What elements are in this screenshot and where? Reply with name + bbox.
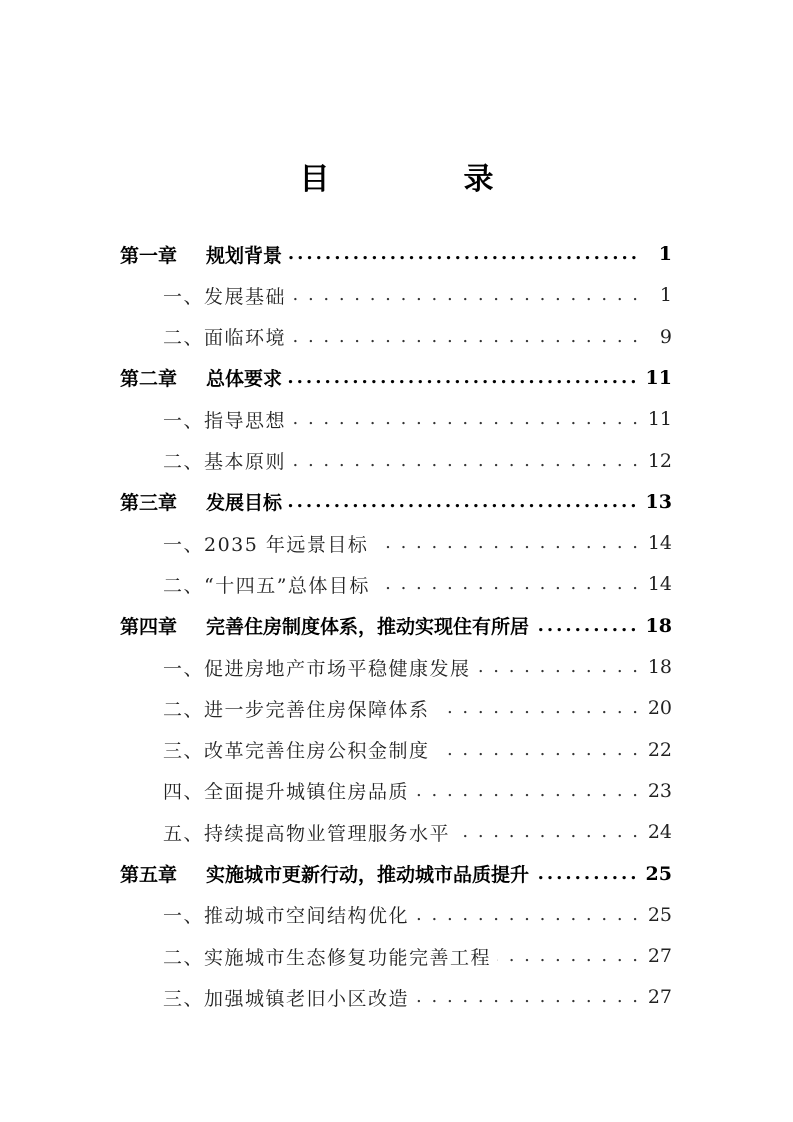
toc-entry-title: 一、2035 年远景目标 xyxy=(163,533,369,556)
dot-leader xyxy=(288,491,640,513)
toc-section-entry[interactable] xyxy=(163,647,672,687)
toc-entry-title: 四、全面提升城镇住房品质 xyxy=(163,781,410,804)
page-number: 18 xyxy=(645,614,672,637)
toc-entry-title: 一、推动城市空间结构优化 xyxy=(163,905,410,928)
toc-entry-title xyxy=(120,612,529,639)
toc-entry-title xyxy=(120,241,282,268)
toc-entry-title: 二、基本原则 xyxy=(163,451,287,473)
page-number: 20 xyxy=(647,697,672,720)
toc-section-entry[interactable] xyxy=(163,730,672,770)
toc-section-entry[interactable] xyxy=(163,523,672,563)
toc-entry-title: 三、改革完善住房公积金制度 xyxy=(163,740,430,763)
page-number: 25 xyxy=(645,862,672,885)
dot-leader xyxy=(292,408,640,430)
toc-entry-title xyxy=(120,860,529,887)
toc-entry-title: 一、发展基础 xyxy=(163,285,287,308)
toc-chapter-entry[interactable] xyxy=(120,854,672,894)
toc-section-entry[interactable] xyxy=(163,895,672,935)
chapter-number: 第三章 xyxy=(120,492,178,515)
toc-entry-title: 二、实施城市生态修复功能完善工程 xyxy=(163,946,492,969)
chapter-title: 发展目标 xyxy=(206,492,283,515)
toc-entry-title xyxy=(120,364,282,391)
dot-leader xyxy=(436,697,640,719)
page-number: 1 xyxy=(659,284,672,307)
toc-section-entry[interactable] xyxy=(163,564,672,604)
toc-chapter-entry[interactable] xyxy=(120,234,672,274)
toc-section-entry[interactable] xyxy=(163,771,672,811)
chapter-number: 第一章 xyxy=(120,244,178,267)
page-number: 9 xyxy=(659,325,672,348)
toc-section-entry[interactable] xyxy=(163,399,672,439)
dot-leader xyxy=(292,326,640,348)
dot-leader xyxy=(288,367,640,389)
chapter-title: 规划背景 xyxy=(206,244,283,267)
toc-entry-title xyxy=(120,488,282,515)
dot-leader xyxy=(477,656,640,678)
page-number: 12 xyxy=(647,449,672,472)
page-number: 18 xyxy=(647,656,672,678)
toc-chapter-entry[interactable] xyxy=(120,482,672,522)
page-number: 27 xyxy=(647,945,672,968)
dot-leader xyxy=(415,986,640,1008)
toc-entry-title: 二、面临环境 xyxy=(163,327,287,350)
toc-section-entry[interactable] xyxy=(163,936,672,976)
chapter-number: 第五章 xyxy=(120,864,178,886)
toc-section-entry[interactable] xyxy=(163,275,672,315)
page-number: 22 xyxy=(647,738,672,761)
toc-entry-title: 五、持续提高物业管理服务水平 xyxy=(163,822,451,845)
chapter-number: 第四章 xyxy=(120,616,178,639)
dot-leader xyxy=(535,615,640,637)
toc-section-entry[interactable] xyxy=(163,977,672,1017)
toc-entry-title: 三、加强城镇老旧小区改造 xyxy=(163,987,410,1010)
chapter-title: 实施城市更新行动，推动城市品质提升 xyxy=(206,864,530,886)
page-number: 27 xyxy=(647,986,672,1009)
page-number: 11 xyxy=(645,366,672,389)
dot-leader xyxy=(497,945,640,967)
chapter-title: 完善住房制度体系，推动实现住有所居 xyxy=(206,616,530,639)
dot-leader xyxy=(415,780,640,802)
page-number: 14 xyxy=(647,573,672,596)
chapter-title: 总体要求 xyxy=(206,368,283,391)
dot-leader xyxy=(415,904,640,926)
toc-section-entry[interactable] xyxy=(163,317,672,357)
chapter-number: 第二章 xyxy=(120,368,178,391)
page-number: 1 xyxy=(658,243,672,265)
page-number: 11 xyxy=(647,408,672,431)
dot-leader xyxy=(288,243,640,265)
dot-leader xyxy=(535,863,640,885)
page-number: 24 xyxy=(647,821,672,844)
page-number: 14 xyxy=(647,532,672,555)
toc-chapter-entry[interactable] xyxy=(120,606,672,646)
page-number: 23 xyxy=(647,779,672,802)
dot-leader xyxy=(436,739,640,761)
dot-leader xyxy=(456,821,640,843)
toc-entry-title: 一、促进房地产市场平稳健康发展 xyxy=(163,657,471,680)
toc-chapter-entry[interactable] xyxy=(120,358,672,398)
dot-leader xyxy=(292,284,640,306)
toc-entry-title: 二、“十四五”总体目标 xyxy=(163,574,370,597)
page-number: 25 xyxy=(647,903,672,926)
toc-section-entry[interactable] xyxy=(163,441,672,481)
dot-leader xyxy=(292,450,640,472)
page-number: 13 xyxy=(645,490,672,513)
dot-leader xyxy=(374,532,640,554)
toc-section-entry[interactable] xyxy=(163,812,672,852)
toc-entry-title: 二、进一步完善住房保障体系 xyxy=(163,698,430,721)
dot-leader xyxy=(376,573,640,595)
page-title: 目 录 xyxy=(299,162,546,197)
toc-section-entry[interactable] xyxy=(163,688,672,728)
toc-entry-title: 一、指导思想 xyxy=(163,409,287,432)
